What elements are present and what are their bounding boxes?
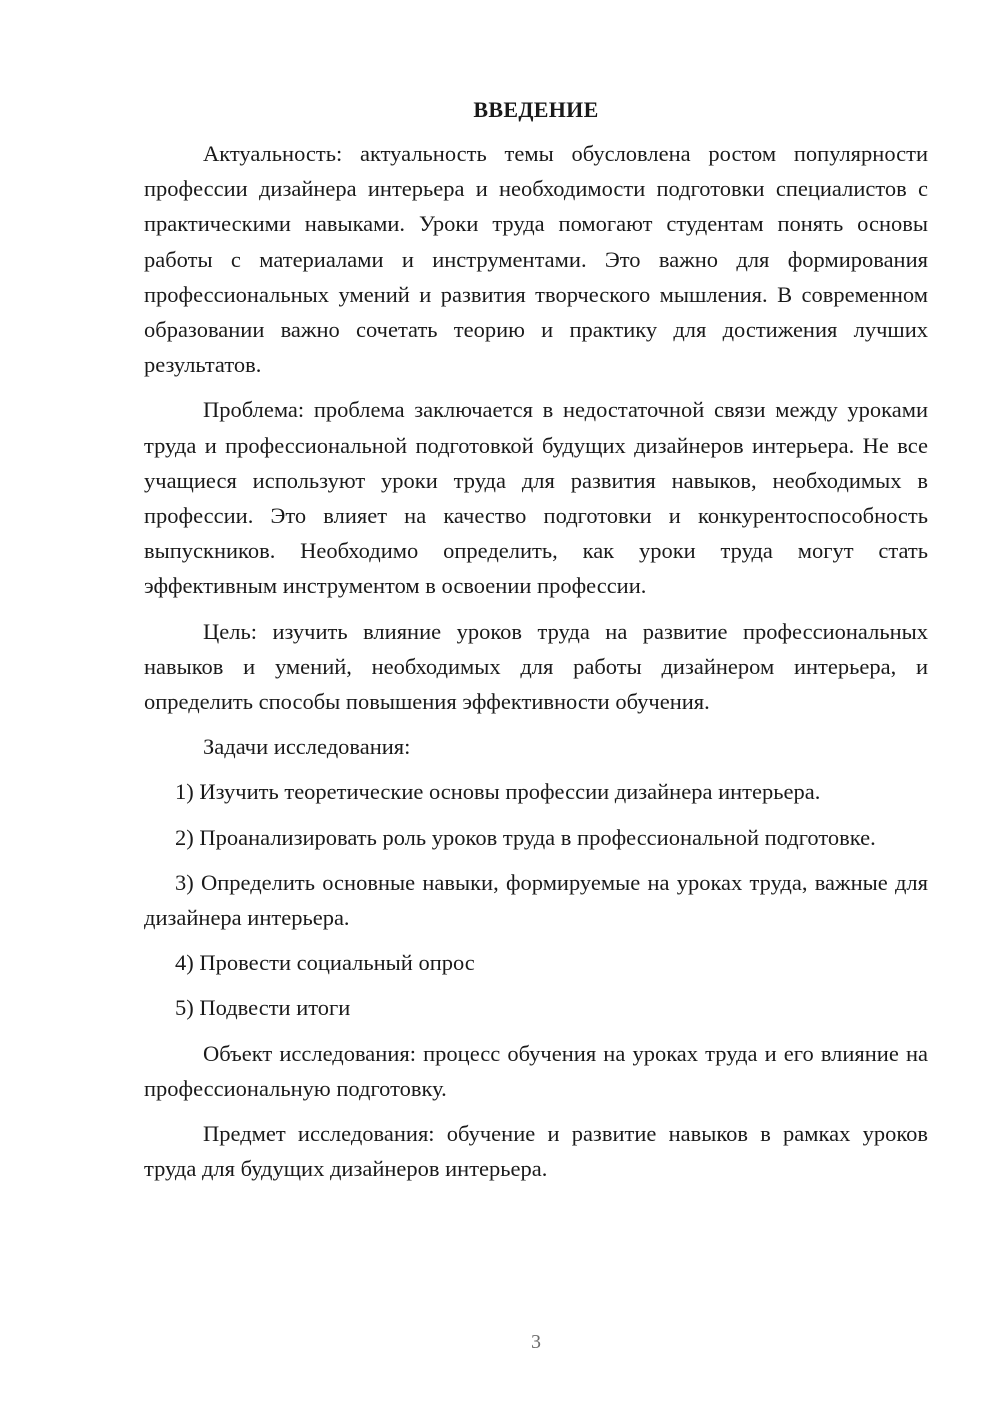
object-paragraph: Объект исследования: процесс обучения на уроках труда и его влияние на профессиональную подготовку.	[144, 1040, 928, 1101]
page-content	[144, 96, 928, 1186]
relevance-paragraph: Актуальность: актуальность темы обусловлена ростом популярности профессии дизайнера интерьера и необходимости подготовки специалистов с практическими навыками. Уроки труда помогают студентам понять основы работы с материалами и инструментами. Это важно для формирования профессиональных умений и развития творческого мышления. В современном образовании важно сочетать теорию и практику для достижения лучших результатов.	[144, 141, 928, 378]
goal-paragraph: Цель: изучить влияние уроков труда на развитие профессиональных навыков и умений, необходимых для работы дизайнером интерьера, и определить способы повышения эффективности обучения.	[144, 618, 928, 715]
task-item-2: 2) Проанализировать роль уроков труда в профессиональной подготовке.	[175, 824, 876, 850]
page-number: 3	[531, 1331, 541, 1353]
task-item-4: 4) Провести социальный опрос	[175, 950, 475, 976]
subject-paragraph: Предмет исследования: обучение и развитие навыков в рамках уроков труда для будущих дизайнеров интерьера.	[144, 1121, 928, 1182]
task-item-1: 1) Изучить теоретические основы профессии дизайнера интерьера.	[175, 779, 821, 805]
problem-paragraph: Проблема: проблема заключается в недостаточной связи между уроками труда и профессиональной подготовкой будущих дизайнеров интерьера. Не все учащиеся используют уроки труда для развития навыков, необходимых в профессии. Это влияет на качество подготовки и конкурентоспособность выпускников. Необходимо определить, как уроки труда могут стать эффективным инструментом в освоении профессии.	[144, 397, 928, 599]
tasks-heading: Задачи исследования:	[203, 734, 411, 760]
task-item-5: 5) Подвести итоги	[175, 995, 351, 1021]
task-item-3: 3) Определить основные навыки, формируемые на уроках труда, важные для дизайнера интерьера.	[144, 869, 928, 931]
page-title: ВВЕДЕНИЕ	[473, 97, 599, 122]
